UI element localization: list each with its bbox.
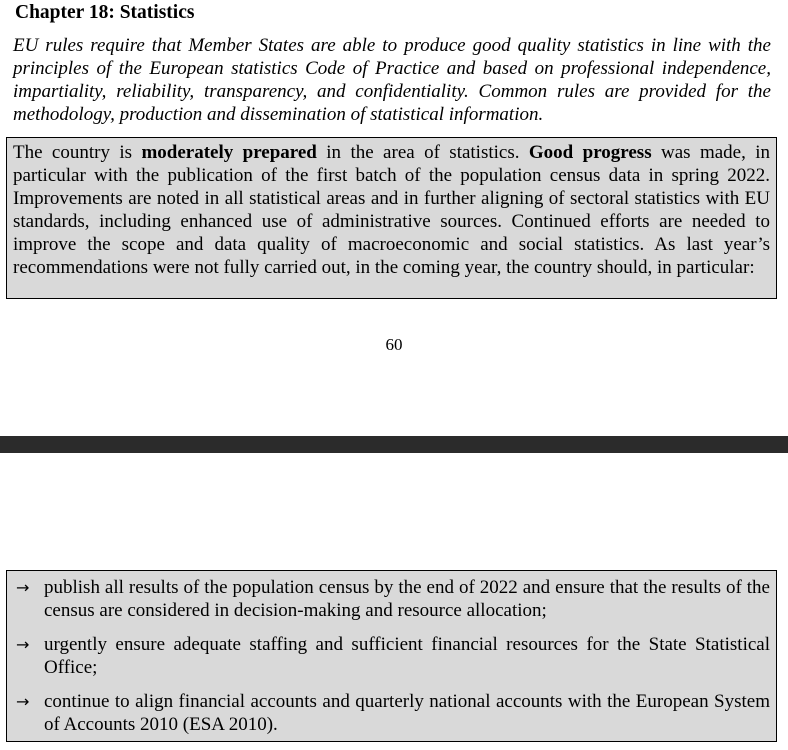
chapter-intro: EU rules require that Member States are able to produce good quality statistics in line with the principles of the European statistics Code of Practice and based on professional independence, impartiality, reliability, transparency, and confidentiality. Common rules are provided for the methodology, production and dissemination of statistical information. [13, 35, 771, 125]
recommendation-text: urgently ensure adequate staffing and sufficient financial resources for the State Statistical Office; [44, 634, 770, 678]
summary-bold-preparedness: moderately prepared [141, 142, 317, 163]
page-number: 60 [385, 335, 403, 354]
right-arrow-icon: → [16, 692, 30, 711]
summary-text [13, 141, 770, 279]
page-separator [0, 436, 788, 453]
recommendation-item [13, 633, 770, 679]
right-arrow-icon: → [16, 635, 30, 654]
recommendation-item [13, 690, 770, 736]
recommendations-box [6, 570, 777, 742]
summary-box [6, 137, 777, 299]
summary-text-part1: The country is [13, 142, 142, 163]
chapter-title: Chapter 18: Statistics [15, 2, 195, 23]
summary-text-part3: was made, in particular with the publication of the first batch of the population census data in spring 2022. Improvements are noted in all statistical areas and in further aligning of sectoral statistics with EU standards, including enhanced use of administrative sources. Continued efforts are needed to improve the scope and data quality of macroeconomic and social statistics. As last year’s recommendations were not fully carried out, in the coming year, the country should, in particular: [13, 142, 771, 278]
recommendation-item [13, 576, 770, 622]
summary-bold-progress: Good progress [528, 142, 652, 163]
recommendation-text: publish all results of the population census by the end of 2022 and ensure that the results of the census are considered in decision-making and resource allocation; [44, 577, 770, 621]
summary-text-part2: in the area of statistics. [316, 142, 529, 163]
recommendation-text: continue to align financial accounts and quarterly national accounts with the European System of Accounts 2010 (ESA 2010). [44, 691, 770, 735]
right-arrow-icon: → [16, 578, 30, 597]
